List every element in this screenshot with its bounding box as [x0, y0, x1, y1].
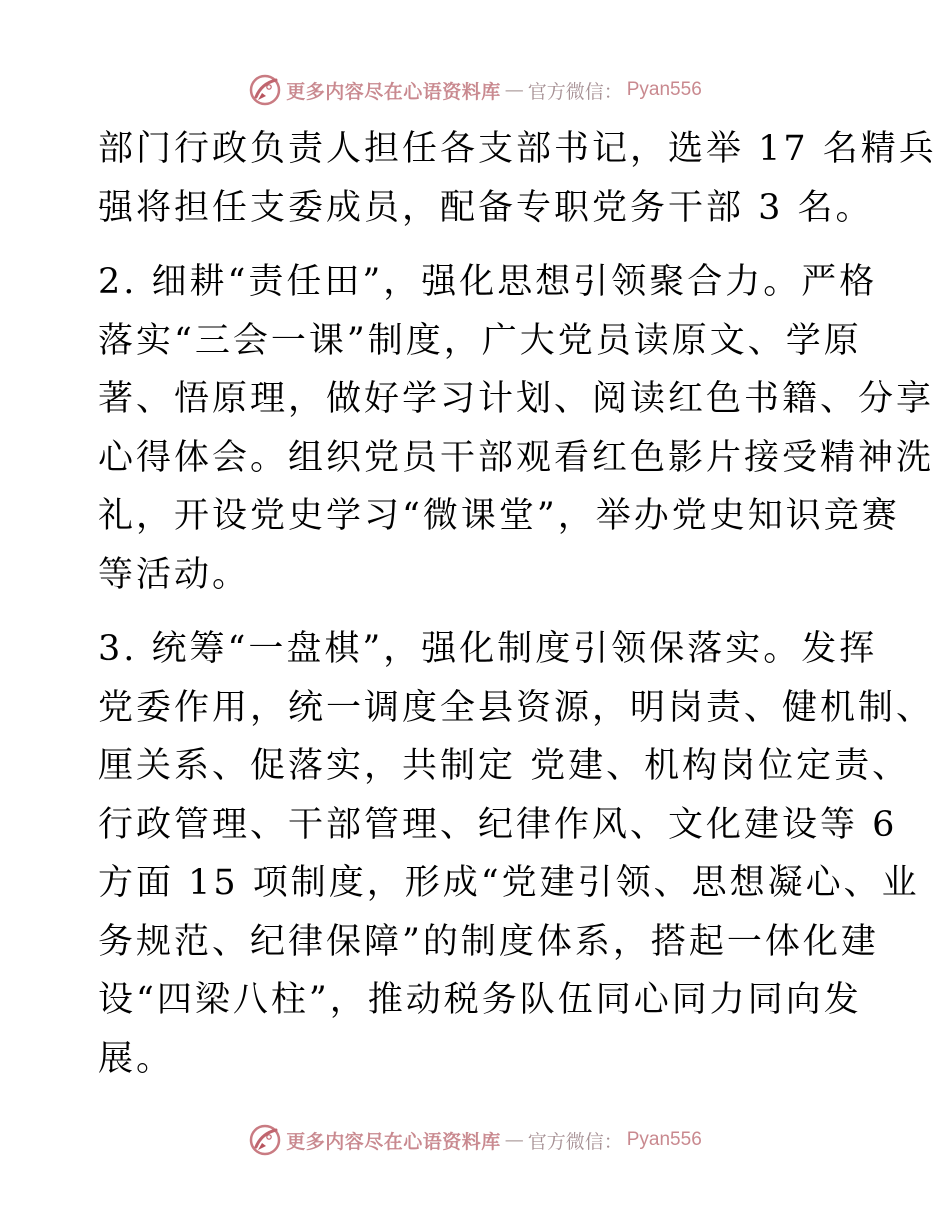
document-body: [98, 120, 937, 1088]
text-line: 行政管理、干部管理、纪律作风、文化建设等 6: [98, 804, 898, 845]
text-line: 等活动。: [98, 554, 251, 595]
watermark-separator: —: [504, 79, 524, 101]
watermark-text: 更多内容尽在心语资料库: [286, 1130, 501, 1153]
text-line: 礼，开设党史学习“微课堂”，举办党史知识竞赛: [98, 496, 900, 536]
pen-logo-icon: [248, 73, 282, 107]
text-line: 落实“三会一课”制度，广大党员读原文、学原: [98, 320, 862, 361]
text-line: 3. 统筹“一盘棋”，强化制度引领保落实。发挥: [98, 629, 878, 669]
text-line: 部门行政负责人担任各支部书记，选举 17 名精兵: [98, 129, 937, 169]
text-line: 展。: [98, 1038, 175, 1079]
paragraph-1: [98, 120, 937, 237]
header-watermark: [0, 70, 950, 110]
text-line: 方面 15 项制度，形成“党建引领、思想凝心、业: [98, 863, 920, 903]
footer-watermark: [0, 1120, 950, 1160]
text-line: 心得体会。组织党员干部观看红色影片接受精神洗: [98, 437, 935, 478]
text-line: 厘关系、促落实，共制定 党建、机构岗位定责、: [98, 746, 911, 786]
paragraph-2: [98, 253, 935, 604]
text-line: 2. 细耕“责任田”，强化思想引领聚合力。严格: [98, 262, 878, 302]
paragraph-3: [98, 620, 935, 1088]
watermark-text: 更多内容尽在心语资料库: [286, 80, 501, 103]
watermark-wechat-label: 官方微信：: [527, 1130, 623, 1153]
watermark-wechat-id: Pyan556: [626, 1129, 702, 1150]
watermark-separator: —: [504, 1129, 524, 1151]
text-line: 设“四梁八柱”，推动税务队伍同心同力同向发: [98, 980, 862, 1020]
text-line: 党委作用，统一调度全县资源，明岗责、健机制、: [98, 687, 935, 728]
text-line: 强将担任支委成员，配备专职党务干部 3 名。: [98, 187, 874, 228]
watermark-wechat-label: 官方微信：: [527, 80, 623, 103]
pen-logo-icon: [248, 1123, 282, 1157]
text-line: 务规范、纪律保障”的制度体系，搭起一体化建: [98, 921, 879, 962]
watermark-wechat-id: Pyan556: [626, 79, 702, 100]
text-line: 著、悟原理，做好学习计划、阅读红色书籍、分享: [98, 379, 935, 419]
